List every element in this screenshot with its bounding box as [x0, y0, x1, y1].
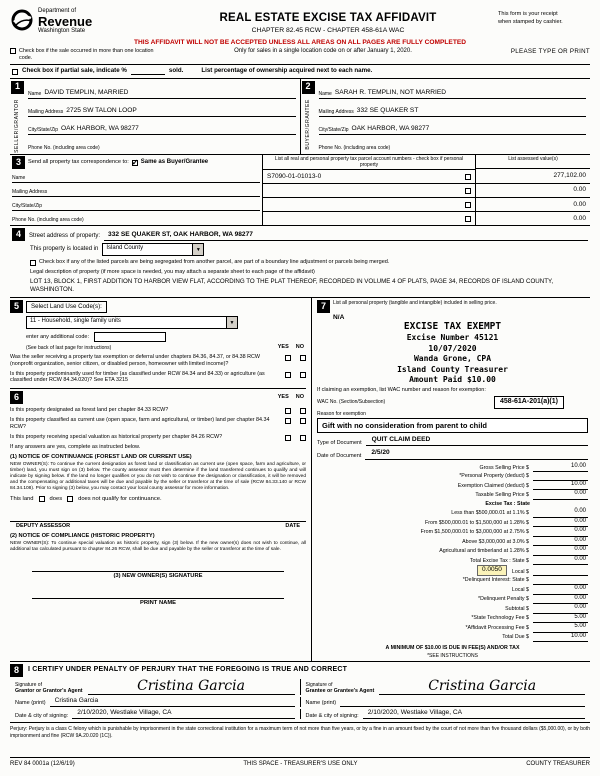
treasurer-space-label: THIS SPACE - TREASURER'S USE ONLY: [243, 760, 358, 767]
section-4-number: 4: [12, 228, 25, 241]
deputy-assessor-signature-line[interactable]: [10, 512, 306, 522]
grantor-date-field[interactable]: 2/10/2020, Westlake Village, CA: [72, 709, 294, 719]
land-use-select[interactable]: [26, 316, 238, 329]
buyer-csz-field[interactable]: OAK HARBOR, WA 98277: [351, 125, 430, 133]
land-use-selected-value: 11 - Household, single family units: [30, 318, 121, 325]
stamp-exempt-line: EXCISE TAX EXEMPT: [403, 320, 502, 332]
stamp-amount-paid: Amount Paid $10.00: [409, 375, 496, 385]
treasurer-stamp: [343, 321, 563, 385]
assessed-value-field[interactable]: 277,102.00: [476, 169, 590, 183]
buyer-mailing-field[interactable]: 332 SE QUAKER ST: [356, 106, 419, 114]
fee-value-field[interactable]: 0.00: [533, 604, 588, 614]
chevron-down-icon[interactable]: ▼: [226, 317, 237, 328]
see-back-note: (See back of last page for instructions): [26, 344, 112, 351]
grantor-name-print-field[interactable]: Cristina Garcia: [50, 697, 295, 707]
historic-yes-checkbox[interactable]: [285, 435, 291, 441]
print-name-line[interactable]: [32, 589, 284, 599]
send-correspondence-label: Send all property tax correspondence to:: [28, 159, 129, 166]
new-owner-signature-label: (3) NEW OWNER(S) SIGNATURE: [113, 572, 203, 579]
street-address-label: Street address of property:: [29, 232, 101, 239]
fee-row-tier-1: Less than $500,000.01 at 1.1% $ 0.00: [451, 508, 586, 517]
forest-no-checkbox[interactable]: [300, 408, 306, 414]
signature-of-label: Signature of: [305, 682, 333, 689]
corr-name-label: Name: [12, 175, 26, 182]
revenue-label: Revenue: [38, 13, 93, 29]
buyer-mailing-label: Mailing Address: [318, 108, 354, 115]
fee-row-delinquent-penalty: *Delinquent Penalty $ 0.00: [478, 594, 586, 603]
personal-property-na-field[interactable]: N/A: [333, 314, 345, 322]
fee-row-excise-tax-state-header: Excise Tax : State: [485, 500, 530, 507]
deputy-assessor-label: DEPUTY ASSESSOR: [16, 522, 71, 529]
fee-row-tier-4: Above $3,000,000 at 3.0% $ 0.00: [462, 536, 586, 545]
fee-row-subtotal: Subtotal $ 0.00: [505, 604, 586, 612]
buyer-grantee-label: BUYER/GRANTEE: [304, 98, 311, 150]
fee-value-field[interactable]: 0.00: [533, 556, 588, 566]
assessed-value-field[interactable]: 0.00: [476, 198, 590, 212]
county-selected-value: Island County: [106, 245, 144, 252]
minimum-due-note: A MINIMUM OF $10.00 IS DUE IN FEE(S) AND/OR TAX: [385, 645, 520, 652]
fee-value-field[interactable]: 0.00: [533, 537, 588, 547]
fee-row-gross-selling-price: Gross Selling Price $ 10.00: [479, 462, 586, 471]
grantee-date-field[interactable]: 2/10/2020, Westlake Village, CA: [363, 709, 585, 719]
section-7-number: 7: [317, 300, 330, 313]
parcel-row: [263, 184, 475, 198]
partial-sale-percent-field[interactable]: [131, 67, 165, 75]
fee-row-tier-2: From $500,000.01 to $1,500,000 at 1.28% $ 0.00: [425, 517, 586, 526]
corr-mailing-field[interactable]: [50, 195, 260, 196]
additional-code-label: enter any additional code:: [26, 333, 89, 340]
fee-value-field[interactable]: 0.00: [533, 527, 588, 537]
fee-row-tier-3: From $1,500,000.01 to $3,000,000 at 2.75% $ 0.00: [420, 527, 586, 536]
single-location-note: Only for sales in a single location code on or after January 1, 2020.: [234, 48, 412, 55]
assessed-value-field[interactable]: 0.00: [573, 214, 586, 222]
current-use-yes-checkbox[interactable]: [285, 418, 291, 424]
parcel-row: [263, 198, 475, 212]
dept-of-label: Department of: [38, 8, 77, 14]
signature-of-label: Signature of: [15, 682, 42, 689]
parcel-column-header: List all real and personal property tax parcel account numbers - check box if personal property: [263, 155, 475, 170]
seller-mailing-field[interactable]: 2725 SW TALON LOOP: [66, 106, 137, 114]
fee-value-field[interactable]: 5.00: [533, 623, 588, 633]
grantee-name-print-field[interactable]: [340, 697, 585, 707]
same-as-buyer-label: Same as Buyer/Grantee: [140, 159, 209, 166]
section-3-number: 3: [12, 156, 25, 169]
fee-value-field[interactable]: 10.00: [533, 633, 588, 643]
corr-phone-field[interactable]: [87, 223, 260, 224]
section-6-number: 6: [10, 391, 23, 404]
fee-row-personal-property-deduct: *Personal Property (deduct) $: [317, 472, 588, 481]
fee-value-field[interactable]: 0.00: [533, 490, 588, 500]
local-rate-input[interactable]: 0.0050: [477, 565, 507, 576]
fee-value-field[interactable]: 5.00: [533, 614, 588, 624]
personal-property-checkbox[interactable]: [465, 216, 471, 222]
forest-land-question: Is this property designated as forest land per chapter 84.33 RCW?: [10, 407, 169, 414]
exemption-deferral-question: Was the seller receiving a property tax exemption or deferral under chapters 84.36, 84.37, or 84.38 RCW (nonprofit organization, senior citizen, or disabled person, homeowner with limited income)?: [10, 354, 260, 367]
corr-mailing-label: Mailing Address: [12, 189, 48, 196]
county-select[interactable]: [102, 243, 204, 256]
ownership-note: List percentage of ownership acquired next to each name.: [201, 66, 373, 74]
buyer-phone-field[interactable]: [393, 151, 586, 152]
does-not-label: does not qualify for continuance.: [78, 495, 162, 502]
receipt-note: This form is your receipt when stamped by cashier.: [498, 11, 563, 25]
fee-table: [317, 463, 588, 642]
buyer-csz-label: City/State/Zip: [318, 127, 349, 133]
yes-header: YES: [277, 394, 289, 401]
corr-csz-field[interactable]: [45, 209, 260, 210]
no-header: NO: [295, 344, 304, 351]
personal-property-checkbox[interactable]: [465, 174, 471, 180]
seller-csz-field[interactable]: OAK HARBOR, WA 98277: [61, 125, 139, 133]
section-2-number: 2: [302, 81, 315, 94]
land-use-section: [10, 300, 306, 384]
buyer-section: [301, 79, 591, 155]
revenue-logo-icon: [10, 8, 34, 32]
forest-yes-checkbox[interactable]: [285, 408, 291, 414]
corr-csz-label: City/State/Zip: [12, 203, 43, 210]
fee-row-total-excise-state: Total Excise Tax : State $ 0.00: [469, 555, 586, 564]
does-qualify-checkbox[interactable]: [39, 496, 45, 502]
street-address-field[interactable]: 332 SE QUAKER ST, OAK HARBOR, WA 98277: [104, 231, 588, 241]
corr-phone-label: Phone No. (including area code): [12, 217, 84, 224]
current-use-no-checkbox[interactable]: [300, 418, 306, 424]
timber-agriculture-question: Is this property predominantly used for timber (as classified under RCW 84.34 and 84.33) or agriculture (as classified under RCW 84.34.020)? See ETA 3215: [10, 370, 265, 384]
wac-number-field[interactable]: 458-61A-201(a)(1): [494, 396, 564, 409]
form-number: REV 84 0001a (12/6/19): [10, 760, 75, 767]
personal-property-checkbox[interactable]: [465, 202, 471, 208]
yes-header: YES: [277, 344, 289, 351]
seller-phone-label: Phone No. (including area code): [28, 145, 100, 152]
date-label: DATE: [285, 522, 300, 529]
form-footer: [10, 757, 590, 769]
see-instructions-note: *SEE INSTRUCTIONS: [427, 652, 478, 659]
seller-phone-field[interactable]: [103, 151, 296, 152]
fee-row-local: 0.0050 Local $: [317, 565, 588, 576]
parcel-row: [263, 170, 475, 184]
buyer-name-field[interactable]: SARAH R. TEMPLIN, NOT MARRIED: [334, 88, 446, 96]
corr-name-field[interactable]: [28, 181, 260, 182]
multi-location-label: Check box if the sale occurred in more than one location code.: [19, 48, 154, 61]
seller-mailing-label: Mailing Address: [28, 108, 64, 115]
personal-property-label: List all personal property (tangible and intangible) included in selling price.: [333, 300, 497, 307]
stamp-treasurer-title: Island County Treasurer: [397, 364, 508, 374]
partial-sale-row: [10, 64, 590, 79]
does-not-qualify-checkbox[interactable]: [67, 496, 73, 502]
notice-continuance-title: (1) NOTICE OF CONTINUANCE (FOREST LAND OR CURRENT USE): [10, 453, 192, 460]
legal-description-field[interactable]: LOT 13, BLOCK 1, FIRST ADDITION TO HARBOR VIEW FLAT, ACCORDING TO THE PLAT THEREOF, RECORDED IN VOLUME 4 OF PLATS, PAGE 34, RECORDS OF ISLAND COUNTY, WASHINGTON.: [30, 278, 554, 294]
fee-row-delinquent-interest-state: *Delinquent Interest: State $: [317, 576, 588, 585]
perjury-notice: Perjury: Perjury is a class C felony which is punishable by imprisonment in the state correctional institution for a maximum term of not more than five years, or by a fine in an amount fixed by the court of not more than five thousand dollars ($5,000.00), or by both imprisonment and fine (RCW 9A.20.020 (1C)).: [10, 726, 590, 739]
fee-row-agricultural-timberland: Agricultural and timberland at 1.28% $ 0.00: [439, 546, 586, 555]
parcel-row: [263, 212, 475, 225]
stamp-excise-number: Excise Number 45121: [406, 332, 499, 342]
fee-value-field[interactable]: 0.00: [533, 518, 588, 528]
type-of-document-field[interactable]: QUIT CLAIM DEED: [366, 436, 588, 446]
washington-state-label: Washington State: [38, 27, 86, 34]
q1-no-checkbox[interactable]: [300, 355, 306, 361]
form-header: [10, 8, 590, 36]
fee-value-field[interactable]: [533, 574, 588, 576]
new-owner-signature-line[interactable]: [32, 562, 284, 572]
multi-location-checkbox[interactable]: [10, 48, 16, 54]
q2-yes-checkbox[interactable]: [285, 372, 291, 378]
print-name-label: PRINT NAME: [139, 600, 177, 607]
grantee-signature-field[interactable]: Cristina Garcia: [379, 679, 585, 695]
q2-no-checkbox[interactable]: [300, 372, 306, 378]
seller-name-field[interactable]: DAVID TEMPLIN, MARRIED: [44, 88, 129, 96]
notice-continuance-body: NEW OWNER(S): To continue the current designation as forest land or classification as current use (open space, farm and agriculture, or timber) land, you must sign on (3) below. The county assessor must then determine if the land transferred continues to qualify and will indicate by signing below. If the land no longer qualifies or you do not wish to continue the designation or classification, it will be removed and the compensating or additional taxes will be due and payable by the seller or transferor at the time of sale (RCW 84.33.140 or RCW 84.34.108). Prior to signing (3) below, you may contact your local county assessor for more information.: [10, 461, 306, 491]
seller-name-label: Name: [28, 90, 42, 97]
land-designation-section: [10, 388, 306, 607]
fee-value-field[interactable]: 0.00: [533, 508, 588, 518]
assessed-column-header: List assessed value(s): [476, 155, 590, 169]
seller-grantor-label: SELLER/GRANTOR: [14, 98, 21, 153]
partial-sale-checkbox[interactable]: [12, 69, 18, 75]
certification-section: [10, 662, 590, 723]
warning-text: THIS AFFIDAVIT WILL NOT BE ACCEPTED UNLESS ALL AREAS ON ALL PAGES ARE FULLY COMPLETED: [133, 38, 467, 46]
fee-row-exemption-claimed: Exemption Claimed (deduct) $ 10.00: [457, 480, 586, 489]
notice-compliance-title: (2) NOTICE OF COMPLIANCE (HISTORIC PROPERTY): [10, 532, 155, 539]
county-treasurer-label: COUNTY TREASURER: [526, 760, 590, 767]
fee-value-field[interactable]: 10.00: [533, 463, 588, 473]
claiming-exemption-label: If claiming an exemption, list WAC number and reason for exemption:: [317, 386, 486, 393]
fee-value-field[interactable]: 0.00: [533, 585, 588, 595]
form-title: REAL ESTATE EXCISE TAX AFFIDAVIT: [219, 12, 437, 24]
historic-no-checkbox[interactable]: [300, 435, 306, 441]
please-type-note: PLEASE TYPE OR PRINT: [510, 48, 590, 56]
reason-exemption-field[interactable]: Gift with no consideration from parent to child: [317, 418, 588, 433]
no-header: NO: [295, 394, 304, 401]
land-use-title: Select Land Use Code(s):: [26, 301, 107, 313]
same-as-buyer-checkbox[interactable]: [132, 160, 138, 166]
fee-row-delinquent-interest-local: Local $ 0.00: [511, 585, 586, 593]
date-city-label: Date & city of signing:: [305, 712, 359, 719]
fee-row-total-due: Total Due $ 10.00: [502, 632, 586, 641]
name-print-label: Name (print): [305, 700, 337, 707]
excise-tax-section: [312, 298, 590, 661]
type-of-document-label: Type of Document: [317, 439, 362, 446]
does-label: does: [49, 495, 63, 502]
segregated-label: Check box if any of the listed parcels are being segregated from another parcel, are part of a boundary line adjustment or parcels being merged.: [39, 259, 390, 266]
chevron-down-icon[interactable]: ▼: [192, 244, 203, 255]
fee-value-field[interactable]: 0.00: [533, 546, 588, 556]
name-print-label: Name (print): [15, 700, 46, 707]
this-land-label: This land: [10, 495, 34, 502]
sold-label: sold.: [168, 66, 184, 74]
grantor-signature-field[interactable]: Cristina Garcia: [88, 679, 295, 695]
date-of-document-label: Date of Document: [317, 452, 362, 459]
fee-row-affidavit-processing-fee: *Affidavit Processing Fee $ 5.00: [465, 623, 586, 631]
assessed-value-field[interactable]: 0.00: [476, 184, 590, 198]
grantor-agent-label: Grantor or Grantor's Agent: [15, 688, 83, 695]
section-1-number: 1: [11, 81, 24, 94]
section-5-number: 5: [10, 300, 23, 313]
fee-value-field[interactable]: 10.00: [533, 481, 588, 491]
legal-description-label: Legal description of property (if more space is needed, you may attach a separate sheet to each page of the affidavit): [30, 269, 315, 276]
fee-row-state-technology-fee: *State Technology Fee $ 5.00: [471, 613, 586, 622]
date-city-label: Date & city of signing:: [15, 712, 69, 719]
wac-number-label: WAC No. (Section/Subsection): [317, 399, 386, 406]
reason-exemption-label: Reason for exemption: [317, 410, 366, 417]
stamp-treasurer-name: Wanda Grone, CPA: [413, 354, 492, 364]
additional-code-field[interactable]: [94, 332, 166, 342]
seller-section: [10, 79, 301, 155]
current-use-question: Is this property classified as current use (open space, farm and agricultural, or timber) land per chapter 84.34 RCW?: [10, 417, 270, 430]
correspondence-section: [10, 155, 590, 226]
parcel-account-field[interactable]: S7090-01-01013-0: [267, 172, 322, 180]
date-of-document-field[interactable]: 2/5/20: [365, 449, 588, 459]
certify-statement: I CERTIFY UNDER PENALTY OF PERJURY THAT THE FOREGOING IS TRUE AND CORRECT: [28, 666, 348, 674]
stamp-date: 10/07/2020: [428, 343, 477, 353]
dor-logo: [10, 8, 158, 35]
buyer-phone-label: Phone No. (including area code): [318, 145, 391, 152]
fee-row-taxable-selling-price: Taxable Selling Price $ 0.00: [475, 490, 586, 499]
historic-property-question: Is this property receiving special valuation as historical property per chapter 84.26 RCW?: [10, 433, 223, 440]
seller-csz-label: City/State/Zip: [28, 127, 59, 133]
partial-sale-label: Check box if partial sale, indicate %: [22, 66, 127, 74]
form-subtitle: CHAPTER 82.45 RCW - CHAPTER 458-61A WAC: [251, 27, 405, 35]
property-location-section: [10, 226, 590, 298]
section-8-number: 8: [10, 664, 23, 677]
personal-property-checkbox[interactable]: [465, 188, 471, 194]
multi-location-option: [10, 48, 168, 62]
if-yes-note: If any answers are yes, complete as instructed below.: [10, 443, 141, 450]
located-in-label: This property is located in: [30, 246, 99, 253]
buyer-name-label: Name: [318, 90, 332, 97]
segregated-checkbox[interactable]: [30, 260, 36, 266]
notice-compliance-body: NEW OWNER(S): To continue special valuation as historic property, sign (3) below. If the new owner(s) does not wish to continue, all additional tax calculated pursuant to chapter 84.26 RCW, shall be due and payable by the seller or transferor at the time of sale.: [10, 540, 306, 552]
fee-value-field[interactable]: 0.00: [533, 595, 588, 605]
q1-yes-checkbox[interactable]: [285, 355, 291, 361]
grantee-agent-label: Grantee or Grantee's Agent: [305, 688, 375, 695]
